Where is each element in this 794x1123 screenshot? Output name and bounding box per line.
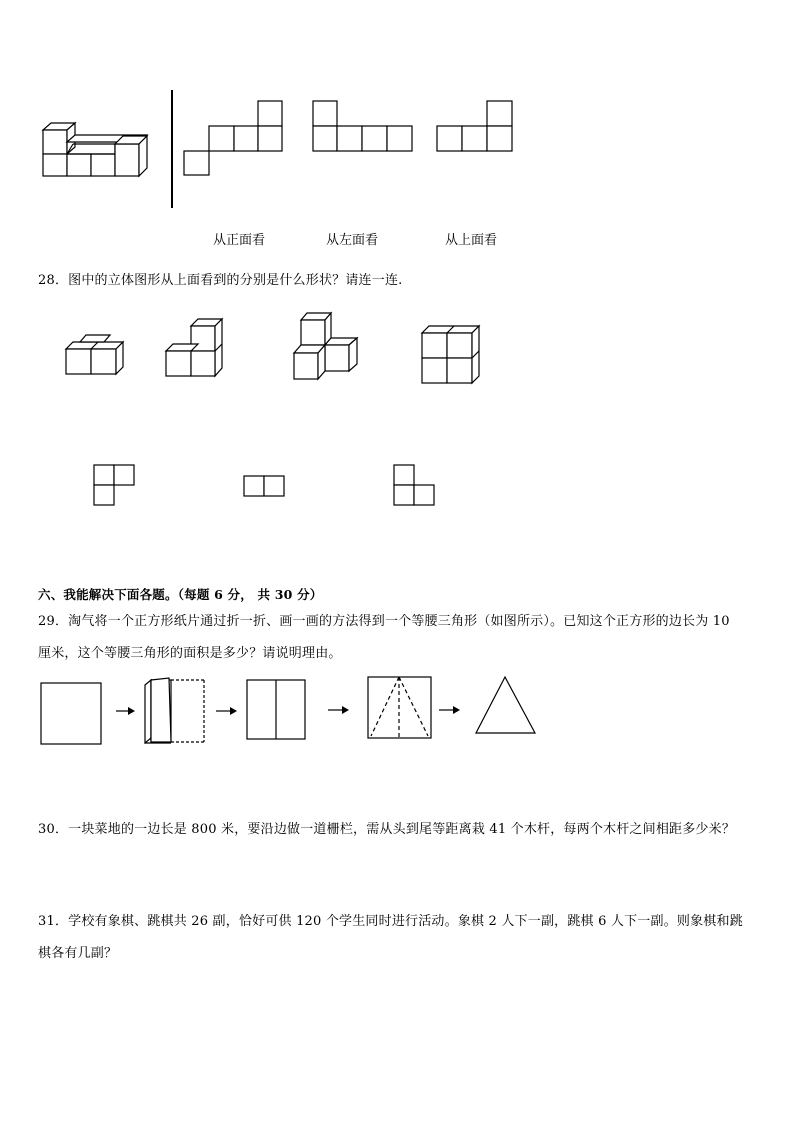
- section-6-heading: 六、我能解决下面各题。（每题 6 分， 共 30 分）: [38, 587, 323, 602]
- q28-solid-4: [420, 324, 484, 386]
- q27-top-view: [435, 100, 515, 154]
- q29-text-line1: 29．淘气将一个正方形纸片通过折一折、画一画的方法得到一个等腰三角形（如图所示）。已知这个正方形的边长为 10: [38, 614, 730, 629]
- view-label-front: 从正面看: [213, 233, 266, 248]
- q31-text-line2: 棋各有几副？: [38, 946, 118, 961]
- q28-text: 28．图中的立体图形从上面看到的分别是什么形状？请连一连.: [38, 273, 403, 288]
- view-label-top: 从上面看: [445, 233, 498, 248]
- view-label-left: 从左面看: [326, 233, 379, 248]
- q30-text: 30．一块菜地的一边长是 800 米，要沿边做一道栅栏，需从头到尾等距离栽 41 个木杆，每两个木杆之间相距多少米？: [38, 822, 736, 837]
- q28-solid-3: [291, 312, 361, 384]
- q27-front-view: [183, 100, 285, 178]
- q28-solid-1: [64, 333, 126, 377]
- q29-text-line2: 厘米，这个等腰三角形的面积是多少？请说明理由。: [38, 646, 342, 661]
- q28-top-view-2: [242, 474, 288, 500]
- q28-top-view-1: [92, 463, 138, 509]
- q28-solid-2: [164, 318, 228, 380]
- q27-solid-figure: [40, 122, 160, 182]
- q27-left-view: [311, 100, 415, 154]
- q27-divider: [171, 90, 173, 208]
- q29-folding-diagram: [38, 674, 542, 750]
- q31-text-line1: 31．学校有象棋、跳棋共 26 副，恰好可供 120 个学生同时进行活动。象棋 2 人下一副，跳棋 6 人下一副。则象棋和跳: [38, 914, 743, 929]
- q28-top-view-3: [392, 463, 438, 509]
